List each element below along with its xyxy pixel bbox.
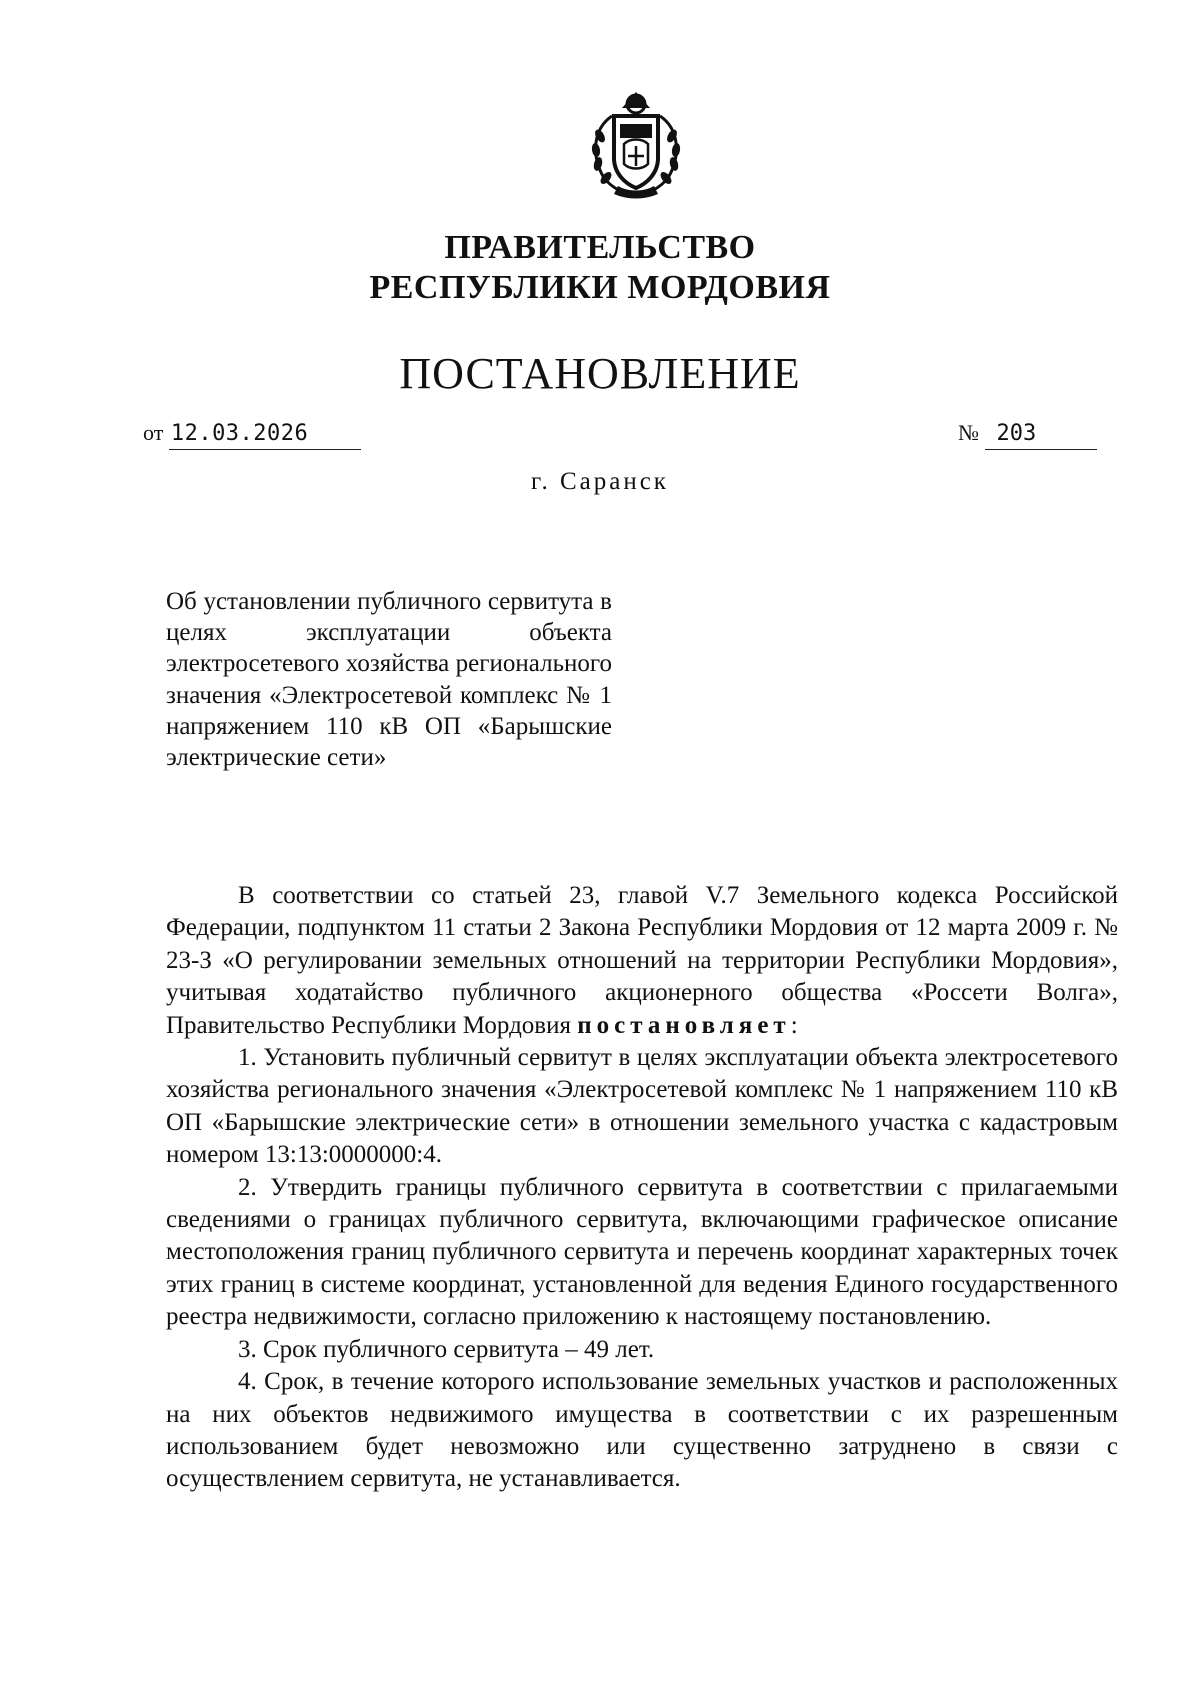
city-line: г. Саранск	[531, 468, 669, 495]
decrees-suffix: :	[790, 1011, 798, 1039]
date-value: 12.03.2026	[169, 419, 361, 450]
government-title-line1: ПРАВИТЕЛЬСТВО	[444, 229, 756, 266]
government-title-line2: РЕСПУБЛИКИ МОРДОВИЯ	[369, 269, 831, 306]
document-date	[143, 418, 361, 450]
date-prefix: от	[143, 420, 164, 445]
preamble-paragraph	[166, 880, 1118, 1042]
decrees-word: постановляет	[577, 1011, 791, 1039]
number-prefix: №	[958, 420, 979, 445]
document-body	[166, 880, 1118, 1496]
decree-item-2: 2. Утвердить границы публичного сервитута в соответствии с прилагаемыми сведениями о границах публичного сервитута, включающими графическое описание местоположения границ публичного сервитута и перечень координат характерных точек этих границ в системе координат, установленной для ведения Единого государственного реестра недвижимости, согласно приложению к настоящему постановлению.	[166, 1173, 1118, 1331]
decree-item-1: 1. Установить публичный сервитут в целях эксплуатации объекта электросетевого хозяйства регионального значения «Электросетевой комплекс № 1 напряжением 110 кВ ОП «Барышские электрические сети» в отношении земельного участка с кадастровым номером 13:13:0000000:4.	[166, 1044, 1118, 1169]
number-value: 203	[985, 419, 1097, 450]
document-subject: Об установлении публичного сервитута в целях эксплуатации объекта электросетевого хозяйства регионального значения «Электросетевой комплекс № 1 напряжением 110 кВ ОП «Барышские электрические сети»	[166, 588, 612, 772]
document-number	[958, 418, 1097, 450]
preamble-text: В соответствии со статьей 23, главой V.7 Земельного кодекса Российской Федерации, подпунктом 11 статьи 2 Закона Республики Мордовия от 12 марта 2009 г. № 23-З «О регулировании земельных отношений на территории Республики Мордовия», учитывая ходатайство публичного акционерного общества «Россети Волга», Правительство Республики Мордовия	[166, 882, 1118, 1039]
mordovia-coat-of-arms-icon	[582, 86, 690, 200]
decree-item-4: 4. Срок, в течение которого использование земельных участков и расположенных на них объектов недвижимого имущества в соответствии с их разрешенным использованием будет невозможно или существенно затруднено в связи с осуществлением сервитута, не устанавливается.	[166, 1368, 1118, 1493]
decree-item-3: 3. Срок публичного сервитута – 49 лет.	[238, 1335, 655, 1363]
document-kind-heading: ПОСТАНОВЛЕНИЕ	[399, 349, 801, 398]
